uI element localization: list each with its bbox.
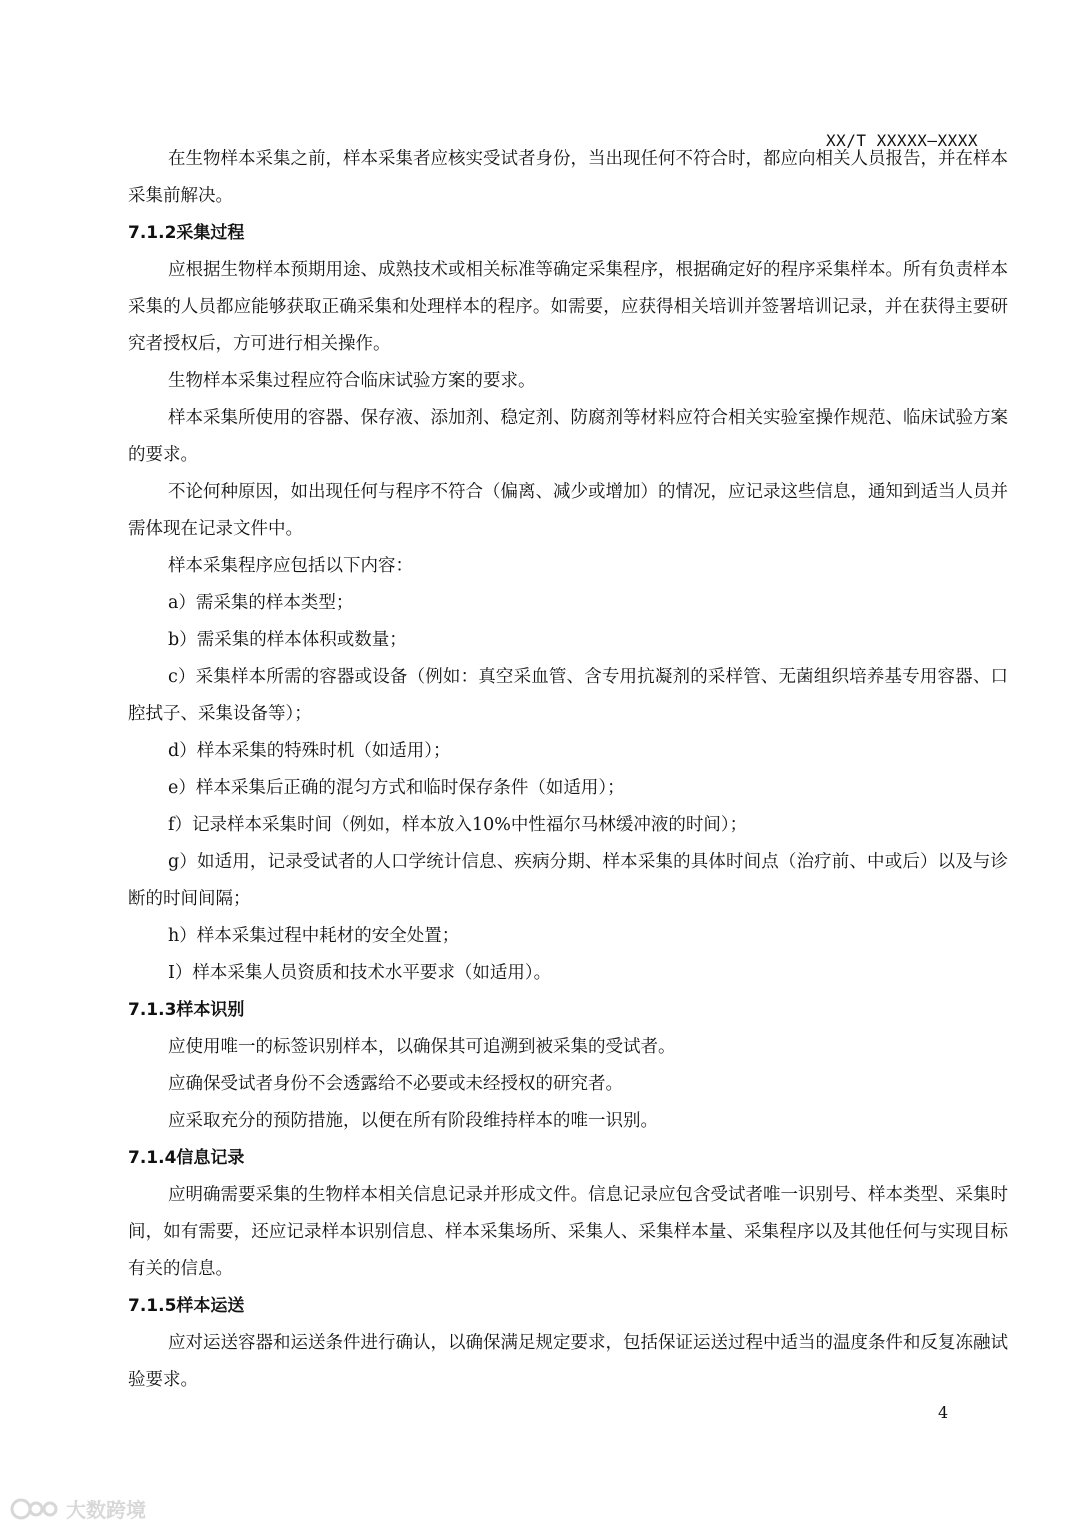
paragraph: a）需采集的样本类型； bbox=[168, 593, 354, 613]
paragraph: b）需采集的样本体积或数量； bbox=[168, 630, 407, 650]
paragraph: e）样本采集后正确的混匀方式和临时保存条件（如适用）； bbox=[168, 778, 625, 798]
page-number: 4 bbox=[938, 1403, 949, 1422]
document-body bbox=[128, 141, 1008, 1399]
watermark-text: 大数跨境 bbox=[66, 1498, 146, 1522]
paragraph: h）样本采集过程中耗材的安全处置； bbox=[168, 926, 460, 946]
watermark bbox=[10, 1494, 146, 1523]
paragraph: c）采集样本所需的容器或设备（例如：真空采血管、含专用抗凝剂的采样管、无菌组织培养基专用容器、口腔拭子、采集设备等）； bbox=[128, 667, 1008, 724]
paragraph: 应使用唯一的标签识别样本，以确保其可追溯到被采集的受试者。 bbox=[168, 1037, 676, 1057]
document-code: XX/T XXXXX—XXXX bbox=[826, 131, 978, 150]
section-heading: 7.1.3样本识别 bbox=[128, 1000, 245, 1020]
paragraph: 应根据生物样本预期用途、成熟技术或相关标准等确定采集程序，根据确定好的程序采集样本。所有负责样本采集的人员都应能够获取正确采集和处理样本的程序。如需要，应获得相关培训并签署培训记录，并在获得主要研究者授权后，方可进行相关操作。 bbox=[128, 260, 1008, 354]
paragraph: 应明确需要采集的生物样本相关信息记录并形成文件。信息记录应包含受试者唯一识别号、样本类型、采集时间，如有需要，还应记录样本识别信息、样本采集场所、采集人、采集样本量、采集程序以及其他任何与实现目标有关的信息。 bbox=[128, 1185, 1008, 1279]
paragraph: 应采取充分的预防措施，以便在所有阶段维持样本的唯一识别。 bbox=[168, 1111, 658, 1131]
paragraph: 样本采集程序应包括以下内容： bbox=[168, 556, 413, 576]
paragraph: 应对运送容器和运送条件进行确认，以确保满足规定要求，包括保证运送过程中适当的温度条件和反复冻融试验要求。 bbox=[128, 1333, 1008, 1390]
paragraph: 应确保受试者身份不会透露给不必要或未经授权的研究者。 bbox=[168, 1074, 623, 1094]
logo-icon bbox=[10, 1496, 62, 1522]
paragraph: 不论何种原因，如出现任何与程序不符合（偏离、减少或增加）的情况，应记录这些信息，通知到适当人员并需体现在记录文件中。 bbox=[128, 482, 1008, 539]
section-heading: 7.1.2采集过程 bbox=[128, 223, 245, 243]
paragraph: 在生物样本采集之前，样本采集者应核实受试者身份，当出现任何不符合时，都应向相关人员报告，并在样本采集前解决。 bbox=[128, 149, 1008, 206]
paragraph: d）样本采集的特殊时机（如适用）； bbox=[168, 741, 451, 761]
paragraph: 生物样本采集过程应符合临床试验方案的要求。 bbox=[168, 371, 536, 391]
paragraph: g）如适用，记录受试者的人口学统计信息、疾病分期、样本采集的具体时间点（治疗前、中或后）以及与诊断的时间间隔； bbox=[128, 852, 1008, 909]
section-heading: 7.1.5样本运送 bbox=[128, 1296, 245, 1316]
section-heading: 7.1.4信息记录 bbox=[128, 1148, 245, 1168]
paragraph: 样本采集所使用的容器、保存液、添加剂、稳定剂、防腐剂等材料应符合相关实验室操作规范、临床试验方案的要求。 bbox=[128, 408, 1008, 465]
paragraph: I）样本采集人员资质和技术水平要求（如适用）。 bbox=[168, 963, 552, 983]
paragraph: f）记录样本采集时间（例如，样本放入10%中性福尔马林缓冲液的时间）； bbox=[168, 815, 748, 835]
